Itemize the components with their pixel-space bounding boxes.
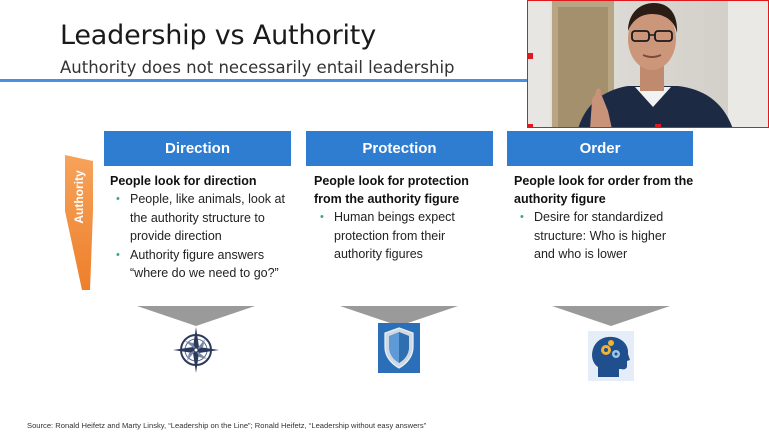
direction-bullet-1: • People, like animals, look at the authority structure to provide direction <box>116 190 302 246</box>
order-header: Order <box>507 131 693 166</box>
protection-heading: People look for protection from the authority figure <box>314 174 469 206</box>
order-bullets <box>520 208 690 264</box>
down-arrow-1 <box>137 306 255 326</box>
slide-subtitle: Authority does not necessarily entail leadership <box>60 58 455 77</box>
resize-handle-bottom[interactable] <box>655 124 661 128</box>
title-divider <box>0 79 530 82</box>
direction-bullet-2: • Authority figure answers “where do we need to go?” <box>116 246 302 283</box>
webcam-overlay[interactable] <box>527 0 769 128</box>
down-arrow-3 <box>552 306 670 326</box>
resize-handle-bottom-left[interactable] <box>527 124 533 128</box>
order-bullet-1: • Desire for standardized structure: Who is higher and who is lower <box>520 208 690 264</box>
protection-bullets <box>320 208 470 264</box>
source-citation: Source: Ronald Heifetz and Marty Linsky, “Leadership on the Line”; Ronald Heifetz, “Leadership without easy answers” <box>27 421 427 430</box>
resize-handle-left[interactable] <box>527 53 533 59</box>
shield-icon <box>378 323 420 373</box>
presenter-video <box>528 1 769 128</box>
order-heading: People look for order from the authority figure <box>514 174 694 206</box>
authority-label: Authority <box>72 170 86 224</box>
head-gears-icon <box>588 331 634 381</box>
compass-rose-icon <box>172 326 220 374</box>
direction-bullets <box>116 190 302 283</box>
direction-header: Direction <box>104 131 291 166</box>
slide-title: Leadership vs Authority <box>60 20 376 51</box>
direction-heading: People look for direction <box>110 174 257 188</box>
protection-header: Protection <box>306 131 493 166</box>
protection-bullet-1: • Human beings expect protection from their authority figures <box>320 208 470 264</box>
